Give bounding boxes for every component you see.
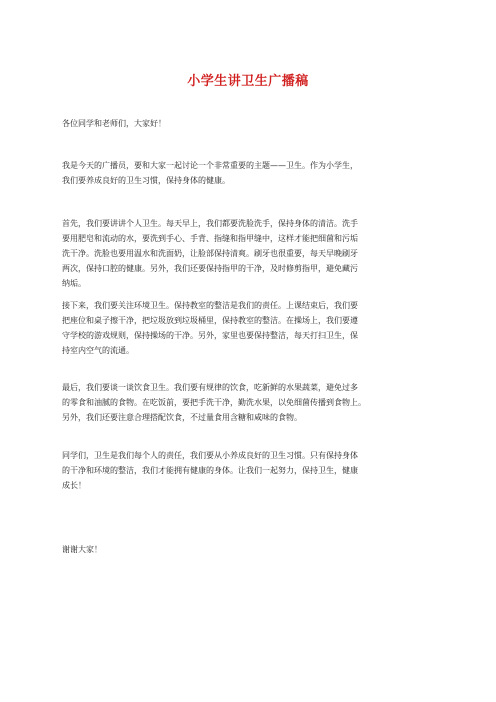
paragraph-intro: 我是今天的广播员，要和大家一起讨论一个非常重要的主题——卫生。作为小学生， 我们要养成良好的卫生习惯，保持身体的健康。 <box>62 161 358 185</box>
document-title: 小学生讲卫生广播稿 <box>187 74 309 89</box>
paragraph-greeting: 各位同学和老师们，大家好！ <box>62 119 166 128</box>
paragraph-environment-hygiene: 接下来，我们要关注环境卫生。保持教室的整洁是我们的责任。上课结束后，我们要 把座位和桌子擦干净，把垃圾放到垃圾桶里，保持教室的整洁。在操场上，我们要遵 守学校的游戏规则，保持操场的干净。另外，家里也要保持整洁，每天打扫卫生，保 持室内空气的流通。 <box>62 301 358 355</box>
paragraph-diet-hygiene: 最后，我们要谈一谈饮食卫生。我们要有规律的饮食，吃新鲜的水果蔬菜，避免过多 的零食和油腻的食物。在吃饭前，要把手洗干净，勤洗水果，以免细菌传播到食物上。 另外，我们还要注意合理搭配饮食，不过量食用含糖和咸味的食物。 <box>62 383 366 422</box>
paragraph-personal-hygiene: 首先，我们要讲讲个人卫生。每天早上，我们都要洗脸洗手，保持身体的清洁。洗手 要用肥皂和流动的水，要洗到手心、手背、指缝和指甲缝中，这样才能把细菌和污垢 洗干净。洗脸也要用温水和洗面奶，让脸部保持清爽。刷牙也很重要，每天早晚刷牙 两次，保持口腔的健康。另外，我们还要保持指甲的干净，及时修剪指甲，避免藏污 纳垢。 <box>62 219 358 288</box>
paragraph-thanks: 谢谢大家！ <box>62 545 102 554</box>
paragraph-conclusion: 同学们，卫生是我们每个人的责任，我们要从小养成良好的卫生习惯。只有保持身体 的干净和环境的整洁，我们才能拥有健康的身体。让我们一起努力，保持卫生，健康 成长！ <box>62 451 358 490</box>
